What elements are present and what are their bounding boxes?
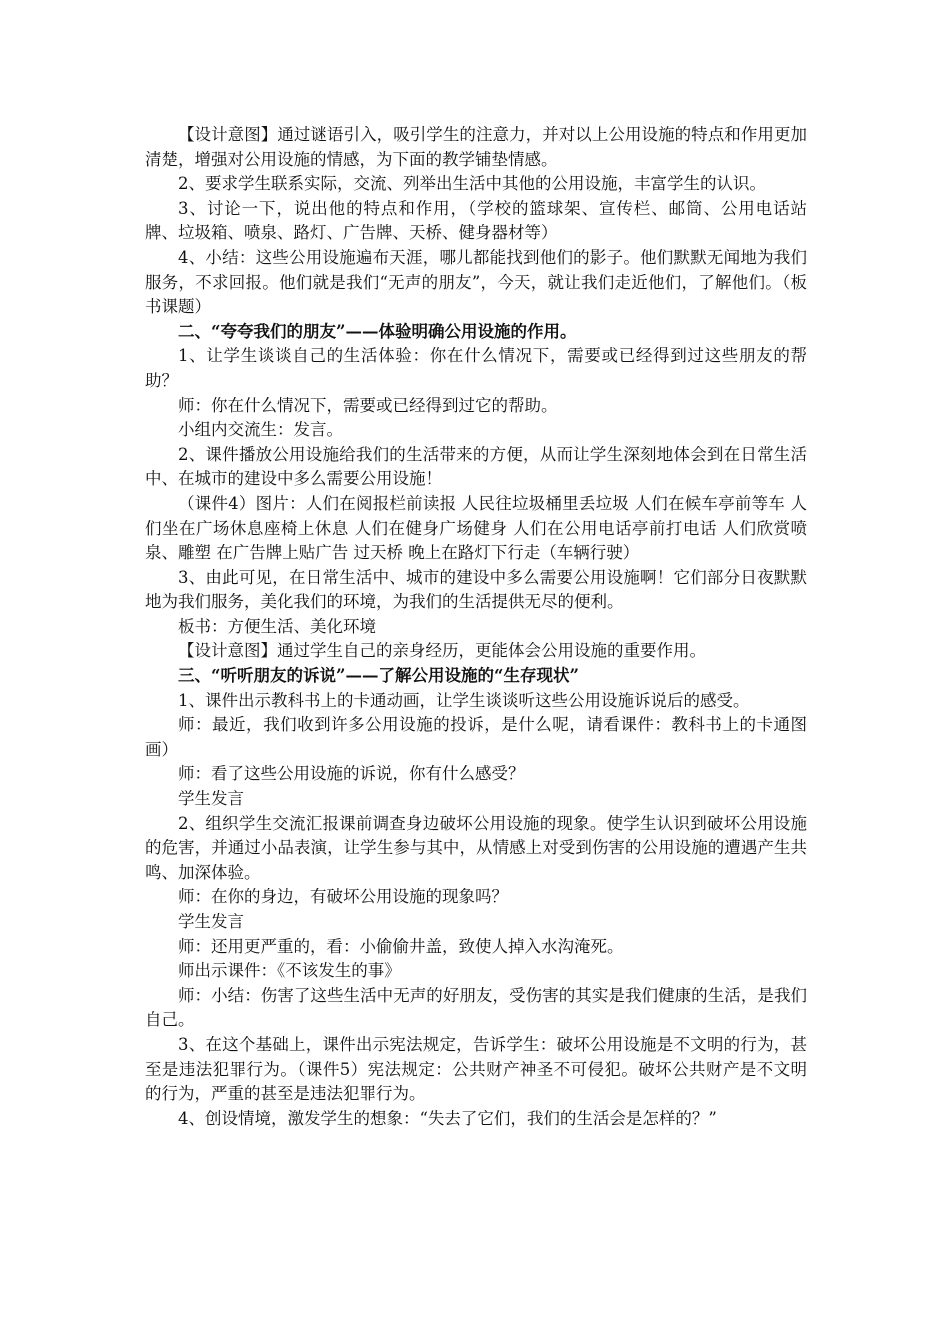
document-body	[145, 123, 807, 1131]
body-paragraph: 2、组织学生交流汇报课前调查身边破坏公用设施的现象。使学生认识到破坏公用设施的危害，并通过小品表演，让学生参与其中，从情感上对受到伤害的公用设施的遭遇产生共鸣、加深体验。	[145, 813, 807, 882]
body-paragraph: 板书：方便生活、美化环境	[178, 616, 376, 636]
body-paragraph: 师：最近，我们收到许多公用设施的投诉，是什么呢，请看课件：教科书上的卡通图画）	[145, 715, 807, 759]
body-paragraph: 师：你在什么情况下，需要或已经得到过它的帮助。	[178, 395, 558, 415]
body-paragraph: 师出示课件：《不该发生的事》	[178, 961, 401, 981]
body-paragraph: （课件4）图片：人们在阅报栏前读报 人民往垃圾桶里丢垃圾 人们在候车亭前等车 人们坐在广场休息座椅上休息 人们在健身广场健身 人们在公用电话亭前打电话 人们欣赏喷泉、雕塑 在广告牌上贴广告 过天桥 晚上在路灯下行走（车辆行驶）	[145, 493, 807, 563]
body-paragraph: 学生发言	[178, 912, 244, 931]
section-heading: 三、“听听朋友的诉说”——了解公用设施的“生存现状”	[178, 666, 579, 686]
body-paragraph: 3、由此可见，在日常生活中、城市的建设中多么需要公用设施啊！它们部分日夜默默地为我们服务，美化我们的环境，为我们的生活提供无尽的便利。	[145, 567, 807, 612]
body-paragraph: 学生发言	[178, 789, 244, 809]
body-paragraph: 师：还用更严重的，看：小偷偷井盖，致使人掉入水沟淹死。	[178, 936, 624, 956]
body-paragraph: 2、要求学生联系实际，交流、列举出生活中其他的公用设施，丰富学生的认识。	[178, 174, 766, 194]
design-intent-paragraph: 【设计意图】通过学生自己的亲身经历，更能体会公用设施的重要作用。	[178, 641, 706, 661]
body-paragraph: 师：小结：伤害了这些生活中无声的好朋友，受伤害的其实是我们健康的生活，是我们自己。	[145, 985, 807, 1030]
section-heading: 二、“夸夸我们的朋友”——体验明确公用设施的作用。	[178, 321, 577, 341]
body-paragraph: 师：在你的身边，有破坏公用设施的现象吗？	[178, 887, 508, 907]
body-paragraph: 1、让学生谈谈自己的生活体验：你在什么情况下，需要或已经得到过这些朋友的帮助？	[145, 346, 807, 390]
body-paragraph: 1、课件出示教科书上的卡通动画，让学生谈谈听这些公用设施诉说后的感受。	[178, 690, 750, 710]
body-paragraph: 师：看了这些公用设施的诉说，你有什么感受？	[178, 764, 525, 784]
body-paragraph: 3、讨论一下，说出他的特点和作用，（学校的篮球架、宣传栏、邮筒、公用电话站牌、垃圾箱、喷泉、路灯、广告牌、天桥、健身器材等）	[145, 198, 807, 243]
design-intent-paragraph: 【设计意图】通过谜语引入，吸引学生的注意力，并对以上公用设施的特点和作用更加清楚，增强对公用设施的情感，为下面的教学铺垫情感。	[145, 125, 807, 169]
body-paragraph: 2、课件播放公用设施给我们的生活带来的方便，从而让学生深刻地体会到在日常生活中、在城市的建设中多么需要公用设施！	[145, 444, 807, 489]
body-paragraph: 小组内交流生：发言。	[178, 420, 343, 440]
body-paragraph: 4、创设情境，激发学生的想象：“失去了它们，我们的生活会是怎样的？”	[178, 1108, 717, 1128]
body-paragraph: 3、在这个基础上，课件出示宪法规定，告诉学生：破坏公用设施是不文明的行为，甚至是违法犯罪行为。（课件5）宪法规定：公共财产神圣不可侵犯。破坏公共财产是不文明的行为，严重的甚至是违法犯罪行为。	[145, 1034, 807, 1104]
body-paragraph: 4、小结：这些公用设施遍布天涯，哪儿都能找到他们的影子。他们默默无闻地为我们服务，不求回报。他们就是我们“无声的朋友”，今天，就让我们走近他们，了解他们。（板书课题）	[145, 247, 807, 317]
